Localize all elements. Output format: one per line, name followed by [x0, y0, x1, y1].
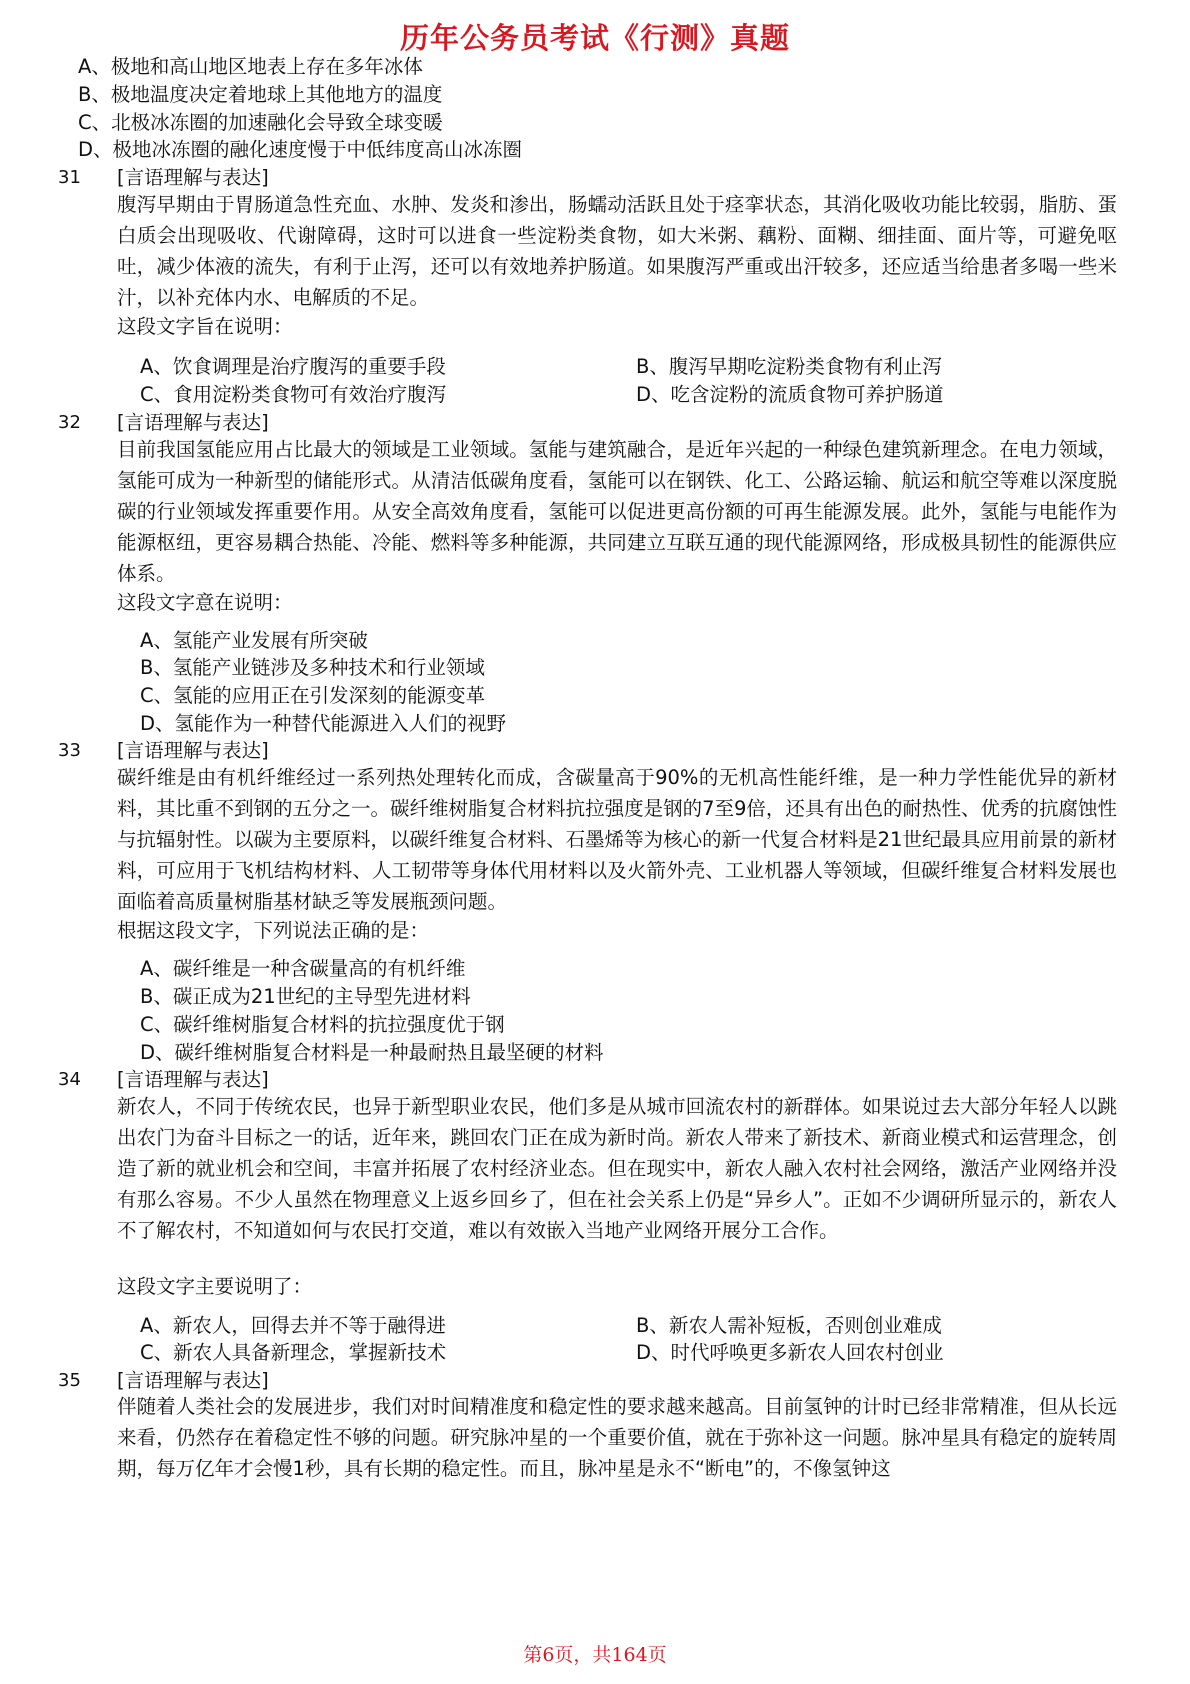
option-d: D、时代呼唤更多新农人回农村创业: [636, 1341, 944, 1364]
prev-option-a: A、极地和高山地区地表上存在多年冰体: [78, 55, 423, 78]
question-passage: 碳纤维是由有机纤维经过一系列热处理转化而成，含碳量高于90%的无机高性能纤维，是一种力学性能优异的新材料，其比重不到钢的五分之一。碳纤维树脂复合材料抗拉强度是钢的7至9倍，还具有出色的耐热性、优秀的抗腐蚀性与抗辐射性。以碳为主要原料，以碳纤维复合材料、石墨烯等为核心的新一代复合材料是21世纪最具应用前景的新材料，可应用于飞机结构材料、人工韧带等身体代用材料以及火箭外壳、工业机器人等领域，但碳纤维复合材料发展也面临着高质量树脂基材缺乏等发展瓶颈问题。: [117, 766, 1117, 913]
question-number: 33: [58, 740, 81, 761]
question-passage: 目前我国氢能应用占比最大的领域是工业领域。氢能与建筑融合，是近年兴起的一种绿色建筑新理念。在电力领域，氢能可成为一种新型的储能形式。从清洁低碳角度看，氢能可以在钢铁、化工、公路运输、航运和航空等难以深度脱碳的行业领域发挥重要作用。从安全高效角度看，氢能可以促进更高份额的可再生能源发展。此外，氢能与电能作为能源枢纽，更容易耦合热能、冷能、燃料等多种能源，共同建立互联互通的现代能源网络，形成极具韧性的能源供应体系。: [117, 438, 1117, 585]
option-a: A、氢能产业发展有所突破: [140, 629, 368, 652]
option-b: B、氢能产业链涉及多种技术和行业领域: [140, 656, 485, 679]
option-c: C、氢能的应用正在引发深刻的能源变革: [140, 684, 486, 707]
question-passage: 伴随着人类社会的发展进步，我们对时间精准度和稳定性的要求越来越高。目前氢钟的计时已经非常精准，但从长远来看，仍然存在着稳定性不够的问题。研究脉冲星的一个重要价值，就在于弥补这一问题。脉冲星具有稳定的旋转周期，每万亿年才会慢1秒，具有长期的稳定性。而且，脉冲星是永不“断电”的，不像氢钟这: [117, 1395, 1117, 1480]
option-a: A、饮食调理是治疗腹泻的重要手段: [140, 355, 446, 378]
question-prompt: 这段文字意在说明：: [117, 591, 293, 614]
question-passage: 新农人，不同于传统农民，也异于新型职业农民，他们多是从城市回流农村的新群体。如果说过去大部分年轻人以跳出农门为奋斗目标之一的话，近年来，跳回农门正在成为新时尚。新农人带来了新技术、新商业模式和运营理念，创造了新的就业机会和空间，丰富并拓展了农村经济业态。但在现实中，新农人融入农村社会网络，激活产业网络并没有那么容易。不少人虽然在物理意义上返乡回乡了，但在社会关系上仍是“异乡人”。正如不少调研所显示的，新农人不了解农村，不知道如何与农民打交道，难以有效嵌入当地产业网络开展分工合作。: [117, 1095, 1117, 1242]
page-title: 历年公务员考试《行测》真题: [399, 21, 790, 55]
option-a: A、新农人，回得去并不等于融得进: [140, 1314, 446, 1337]
question-category: [言语理解与表达]: [117, 166, 269, 189]
prev-option-c: C、北极冰冻圈的加速融化会导致全球变暖: [78, 111, 443, 134]
question-category: [言语理解与表达]: [117, 1369, 269, 1392]
question-prompt: 这段文字主要说明了：: [117, 1275, 313, 1298]
option-a: A、碳纤维是一种含碳量高的有机纤维: [140, 957, 466, 980]
question-category: [言语理解与表达]: [117, 411, 269, 434]
question-category: [言语理解与表达]: [117, 1068, 269, 1091]
question-number: 32: [58, 412, 81, 433]
option-c: C、碳纤维树脂复合材料的抗拉强度优于钢: [140, 1013, 505, 1036]
option-c: C、新农人具备新理念，掌握新技术: [140, 1341, 447, 1364]
option-d: D、氢能作为一种替代能源进入人们的视野: [140, 712, 507, 735]
option-b: B、新农人需补短板，否则创业难成: [636, 1314, 942, 1337]
option-c: C、食用淀粉类食物可有效治疗腹泻: [140, 383, 447, 406]
question-number: 35: [58, 1370, 81, 1391]
question-number: 34: [58, 1069, 81, 1090]
question-prompt: 这段文字旨在说明：: [117, 315, 293, 338]
option-b: B、腹泻早期吃淀粉类食物有利止泻: [636, 355, 942, 378]
prev-option-d: D、极地冰冻圈的融化速度慢于中低纬度高山冰冻圈: [78, 138, 523, 161]
prev-option-b: B、极地温度决定着地球上其他地方的温度: [78, 83, 443, 106]
question-passage: 腹泻早期由于胃肠道急性充血、水肿、发炎和渗出，肠蠕动活跃且处于痉挛状态，其消化吸收功能比较弱，脂肪、蛋白质会出现吸收、代谢障碍，这时可以进食一些淀粉类食物，如大米粥、藕粉、面糊、细挂面、面片等，可避免呕吐，减少体液的流失，有利于止泻，还可以有效地养护肠道。如果腹泻严重或出汗较多，还应适当给患者多喝一些米汁，以补充体内水、电解质的不足。: [117, 193, 1117, 309]
page-number: 第6页，共164页: [523, 1644, 667, 1666]
option-d: D、碳纤维树脂复合材料是一种最耐热且最坚硬的材料: [140, 1041, 604, 1064]
option-d: D、吃含淀粉的流质食物可养护肠道: [636, 383, 944, 406]
question-category: [言语理解与表达]: [117, 739, 269, 762]
question-prompt: 根据这段文字，下列说法正确的是：: [117, 919, 430, 942]
question-number: 31: [58, 167, 81, 188]
option-b: B、碳正成为21世纪的主导型先进材料: [140, 985, 471, 1008]
